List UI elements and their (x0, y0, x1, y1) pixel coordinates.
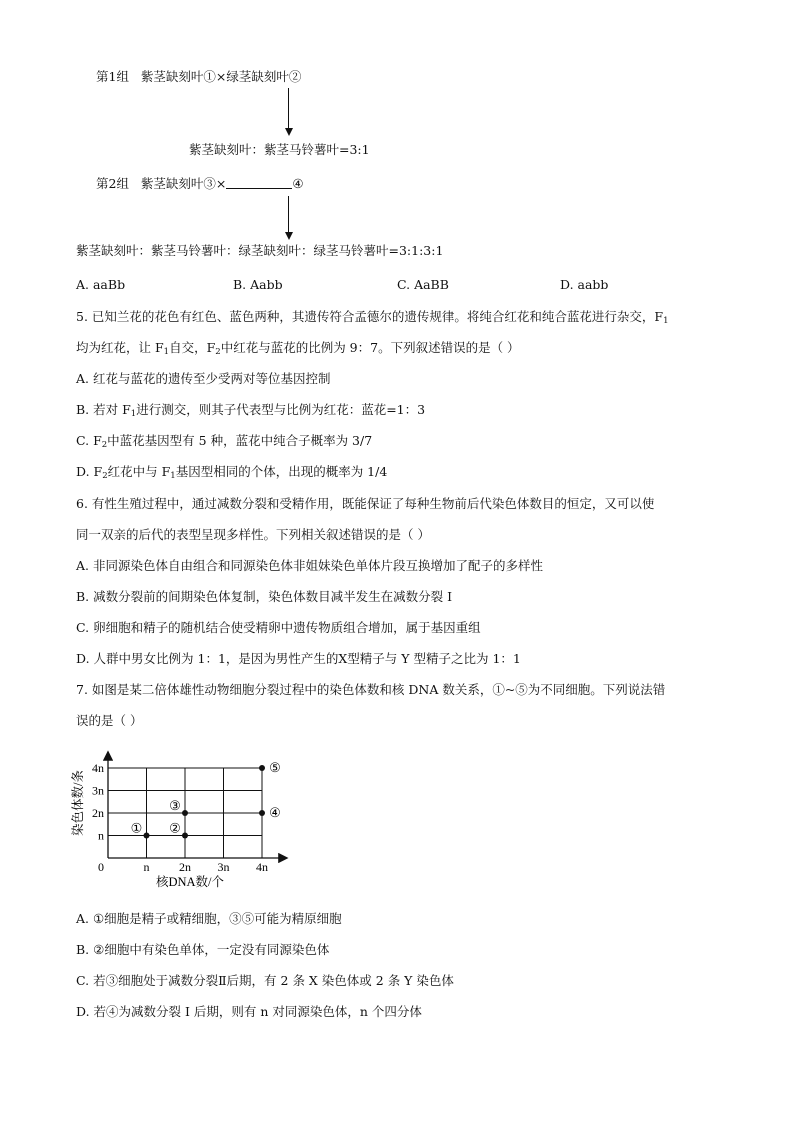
data-point (182, 833, 188, 839)
group2-label: 第2组 (96, 176, 129, 191)
q6-option-b: B. 减数分裂前的间期染色体复制，染色体数目减半发生在减数分裂 I (76, 589, 453, 604)
group1-result: 紫茎缺刻叶：紫茎马铃薯叶=3:1 (189, 142, 370, 157)
group2-arrow-line (288, 196, 289, 232)
x-tick-label: 3n (217, 860, 230, 874)
subscript: 2 (101, 440, 108, 450)
q5-option-c-text: C. F (76, 433, 102, 448)
group2-result: 紫茎缺刻叶：紫茎马铃薯叶：绿茎缺刻叶：绿茎马铃薯叶=3:1:3:1 (76, 243, 444, 258)
data-point-label: ① (130, 820, 143, 836)
group1-label: 第1组 (96, 69, 129, 84)
y-tick-label: 3n (92, 783, 104, 798)
q6-option-c: C. 卵细胞和精子的随机结合使受精卵中遗传物质组合增加，属于基因重组 (76, 620, 481, 635)
q5-stem-text: 5. 已知兰花的花色有红色、蓝色两种，其遗传符合孟德尔的遗传规律。将纯合红花和纯合蓝花进行杂交，F (76, 309, 664, 324)
group2-parent-left: 紫茎缺刻叶③ (140, 176, 216, 191)
q4-option-d: D. aabb (560, 277, 609, 292)
q6-stem-line2: 同一双亲的后代的表型呈现多样性。下列相关叙述错误的是（ ） (76, 527, 430, 542)
q5-option-c-text: 中蓝花基因型有 5 种，蓝花中纯合子概率为 3/7 (107, 433, 373, 448)
q6-stem-line1: 6. 有性生殖过程中，通过减数分裂和受精作用，既能保证了每种生物前后代染色体数目的恒定，又可以使 (76, 496, 655, 511)
group2-cross (96, 175, 304, 193)
group2-arrow-head (285, 232, 293, 240)
q5-option-b (76, 401, 425, 423)
q5-option-d-text: 红花中与 F (107, 464, 171, 479)
q7-option-d: D. 若④为减数分裂 I 后期，则有 n 对同源染色体，n 个四分体 (76, 1004, 422, 1019)
q5-option-b-text: 进行测交，则其子代表型与比例为红花：蓝花=1：3 (136, 402, 426, 417)
y-axis-label: 染色体数/条 (71, 770, 85, 836)
q5-stem-text: 均为红花，让 F (76, 340, 164, 355)
q5-stem-line1 (76, 308, 669, 330)
data-point-label: ⑤ (269, 760, 281, 775)
y-tick-label: n (98, 828, 104, 843)
y-tick-label: 2n (92, 806, 104, 820)
cross-symbol-2: × (215, 176, 227, 191)
data-point-label: ③ (169, 798, 181, 813)
x-axis-label: 核DNA数/个 (155, 875, 225, 889)
data-point-label: ④ (269, 805, 281, 820)
q5-stem-line2 (76, 339, 520, 361)
x-tick-label: n (143, 860, 150, 874)
q6-option-d: D. 人群中男女比例为 1：1，是因为男性产生的X型精子与 Y 型精子之比为 1：1 (76, 651, 521, 666)
chart-points (131, 760, 281, 839)
q7-stem-line1: 7. 如图是某二倍体雄性动物细胞分裂过程中的染色体数和核 DNA 数关系，①~⑤为不同细胞。下列说法错 (76, 682, 666, 697)
chart-ticks (92, 761, 268, 874)
origin-label: 0 (98, 860, 104, 874)
subscript: 2 (102, 471, 108, 481)
q5-option-a: A. 红花与蓝花的遗传至少受两对等位基因控制 (76, 371, 331, 386)
chromosome-dna-chart (68, 745, 298, 895)
cross-symbol: × (215, 69, 227, 84)
group2-parent-right: ④ (292, 176, 304, 191)
group1-cross (96, 68, 301, 86)
answer-blank (226, 176, 292, 189)
q5-option-b-text: B. 若对 F (76, 402, 131, 417)
subscript: 1 (163, 347, 170, 357)
q5-option-d-text: 基因型相同的个体，出现的概率为 1/4 (175, 464, 388, 479)
group1-arrow-head (285, 128, 293, 136)
x-tick-label: 4n (256, 860, 268, 874)
q4-option-b: B. Aabb (233, 277, 283, 292)
subscript: 1 (663, 316, 669, 326)
data-point (144, 833, 150, 839)
q5-option-c (76, 432, 372, 454)
q5-option-d (76, 463, 387, 485)
q4-option-c: C. AaBB (397, 277, 449, 292)
q5-option-d-text: D. F (76, 464, 103, 479)
q5-stem-text: 中红花与蓝花的比例为 9：7。下列叙述错误的是（ ） (220, 340, 520, 355)
group1-arrow-line (288, 88, 289, 128)
q7-option-b: B. ②细胞中有染色单体，一定没有同源染色体 (76, 942, 330, 957)
subscript: 2 (215, 347, 221, 357)
q6-option-a: A. 非同源染色体自由组合和同源染色体非姐妹染色单体片段互换增加了配子的多样性 (76, 558, 543, 573)
data-point (259, 765, 265, 771)
subscript: 1 (130, 409, 137, 419)
q7-stem-line2: 误的是（ ） (76, 713, 143, 728)
group1-parent-left: 紫茎缺刻叶① (140, 69, 216, 84)
q7-option-c: C. 若③细胞处于减数分裂Ⅱ后期，有 2 条 X 染色体或 2 条 Y 染色体 (76, 973, 454, 988)
q5-stem-text: 自交，F (169, 340, 216, 355)
data-point (259, 810, 265, 816)
subscript: 1 (170, 471, 176, 481)
q7-option-a: A. ①细胞是精子或精细胞，③⑤可能为精原细胞 (76, 911, 342, 926)
q4-option-a: A. aaBb (76, 277, 126, 292)
group1-parent-right: 绿茎缺刻叶② (226, 69, 302, 84)
x-tick-label: 2n (179, 860, 191, 874)
y-tick-label: 4n (92, 761, 104, 775)
data-point (182, 810, 188, 816)
data-point-label: ② (169, 820, 181, 836)
